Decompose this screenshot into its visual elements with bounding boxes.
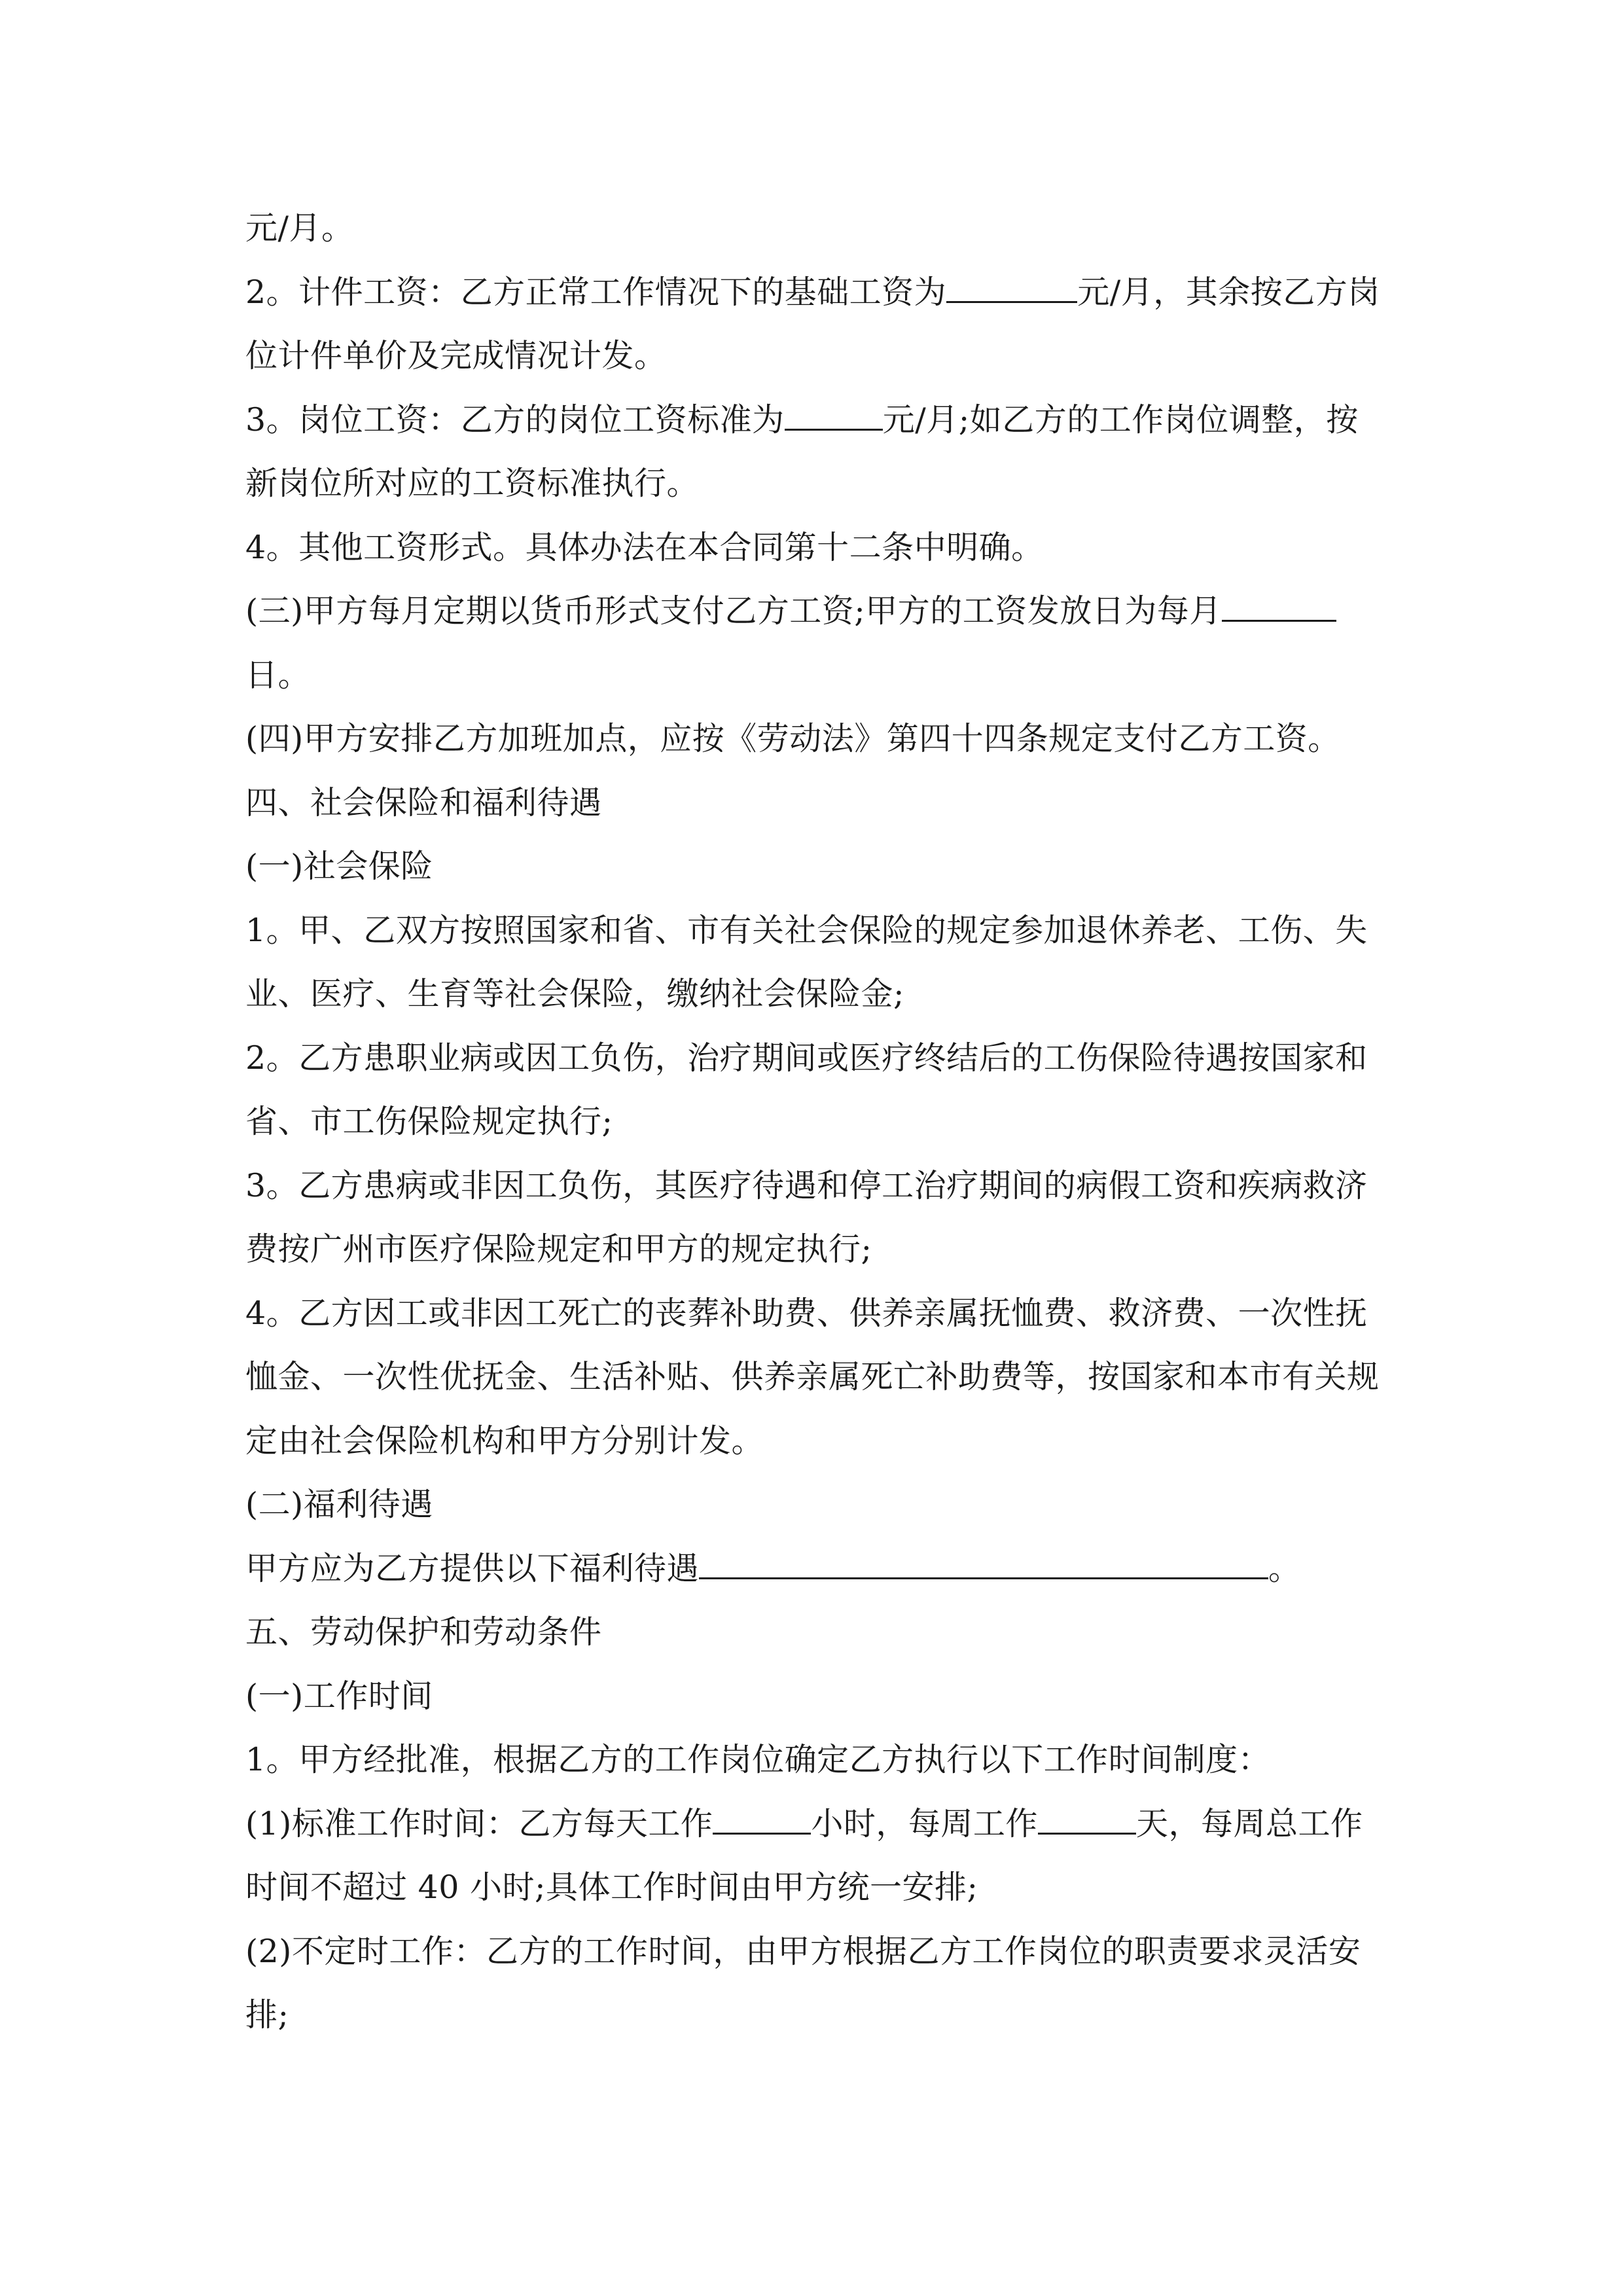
text-span: 1。甲方经批准，根据乙方的工作岗位确定乙方执行以下工作时间制度： (245, 1741, 1271, 1778)
text-span: 日。 (245, 656, 311, 694)
text-span: 元/月;如乙方的工作岗位调整，按 (882, 401, 1359, 439)
text-span: 定由社会保险机构和甲方分别计发。 (245, 1422, 764, 1460)
text-span: 3。岗位工资：乙方的岗位工资标准为 (245, 401, 785, 439)
text-span: (2)不定时工作：乙方的工作时间，由甲方根据乙方工作岗位的职责要求灵活安 (245, 1932, 1361, 1970)
fill-in-blank[interactable] (1038, 1806, 1136, 1835)
text-line (245, 516, 1384, 580)
fill-in-blank[interactable] (946, 275, 1077, 303)
text-line (245, 1217, 1384, 1282)
text-line (245, 260, 1384, 325)
text-span: 费按广州市医疗保险规定和甲方的规定执行; (245, 1230, 872, 1268)
text-span: 2。计件工资：乙方正常工作情况下的基础工资为 (245, 273, 947, 311)
text-span: 四、社会保险和福利待遇 (245, 783, 602, 821)
text-line (245, 1026, 1384, 1090)
text-span: 排; (245, 1996, 289, 2034)
text-span: 元/月。 (245, 209, 354, 247)
text-span: (一)工作时间 (245, 1677, 433, 1715)
text-line (245, 1920, 1384, 1984)
text-line (245, 1282, 1384, 1346)
text-line (245, 1409, 1384, 1473)
text-span: 元/月，其余按乙方岗 (1077, 273, 1380, 311)
text-line (245, 1154, 1384, 1218)
text-span: 新岗位所对应的工资标准执行。 (245, 465, 700, 502)
text-span: 小时，每周工作 (811, 1804, 1038, 1842)
text-span: (二)福利待遇 (245, 1486, 433, 1523)
text-line (245, 196, 1384, 260)
text-span: 4。乙方因工或非因工死亡的丧葬补助费、供养亲属抚恤费、救济费、一次性抚 (245, 1294, 1368, 1332)
text-span: 2。乙方患职业病或因工负伤，治疗期间或医疗终结后的工伤保险待遇按国家和 (245, 1039, 1368, 1077)
text-line (245, 452, 1384, 516)
text-line (245, 1537, 1384, 1601)
text-span: 1。甲、乙双方按照国家和省、市有关社会保险的规定参加退休养老、工伤、失 (245, 911, 1368, 949)
text-line (245, 1856, 1384, 1920)
text-line (245, 899, 1384, 963)
text-span: 恤金、一次性优抚金、生活补贴、供养亲属死亡补助费等，按国家和本市有关规 (245, 1358, 1380, 1395)
text-span: 省、市工伤保险规定执行; (245, 1103, 613, 1140)
text-span: (一)社会保险 (245, 848, 433, 885)
text-line (245, 643, 1384, 708)
text-line (245, 324, 1384, 388)
fill-in-blank[interactable] (1222, 594, 1336, 622)
text-span: (三)甲方每月定期以货币形式支付乙方工资;甲方的工资发放日为每月 (245, 592, 1222, 630)
text-span: 业、医疗、生育等社会保险，缴纳社会保险金; (245, 975, 905, 1013)
subsection-heading (245, 1664, 1384, 1729)
fill-in-blank[interactable] (785, 403, 883, 431)
text-line (245, 1345, 1384, 1409)
text-span: 天，每周总工作 (1135, 1804, 1363, 1842)
text-line (245, 579, 1384, 643)
text-line (245, 962, 1384, 1026)
section-heading (245, 771, 1384, 835)
text-span: 。 (1268, 1549, 1301, 1587)
text-line (245, 1728, 1384, 1792)
section-heading (245, 1600, 1384, 1664)
text-span: 3。乙方患病或非因工负伤，其医疗待遇和停工治疗期间的病假工资和疾病救济 (245, 1166, 1368, 1204)
document-body (245, 196, 1384, 2047)
text-line (245, 1090, 1384, 1154)
text-span: 时间不超过 40 小时;具体工作时间由甲方统一安排; (245, 1869, 978, 1906)
text-span: (1)标准工作时间：乙方每天工作 (245, 1804, 713, 1842)
fill-in-blank[interactable] (699, 1551, 1268, 1579)
subsection-heading (245, 834, 1384, 899)
text-span: 4。其他工资形式。具体办法在本合同第十二条中明确。 (245, 528, 1044, 566)
subsection-heading (245, 1473, 1384, 1537)
text-span: 甲方应为乙方提供以下福利待遇 (245, 1549, 700, 1587)
text-line (245, 1792, 1384, 1856)
text-line (245, 707, 1384, 771)
text-span: 位计件单价及完成情况计发。 (245, 337, 667, 374)
text-span: (四)甲方安排乙方加班加点，应按《劳动法》第四十四条规定支付乙方工资。 (245, 720, 1340, 757)
fill-in-blank[interactable] (713, 1806, 811, 1835)
text-line (245, 388, 1384, 452)
text-line (245, 1983, 1384, 2047)
text-span: 五、劳动保护和劳动条件 (245, 1613, 602, 1651)
